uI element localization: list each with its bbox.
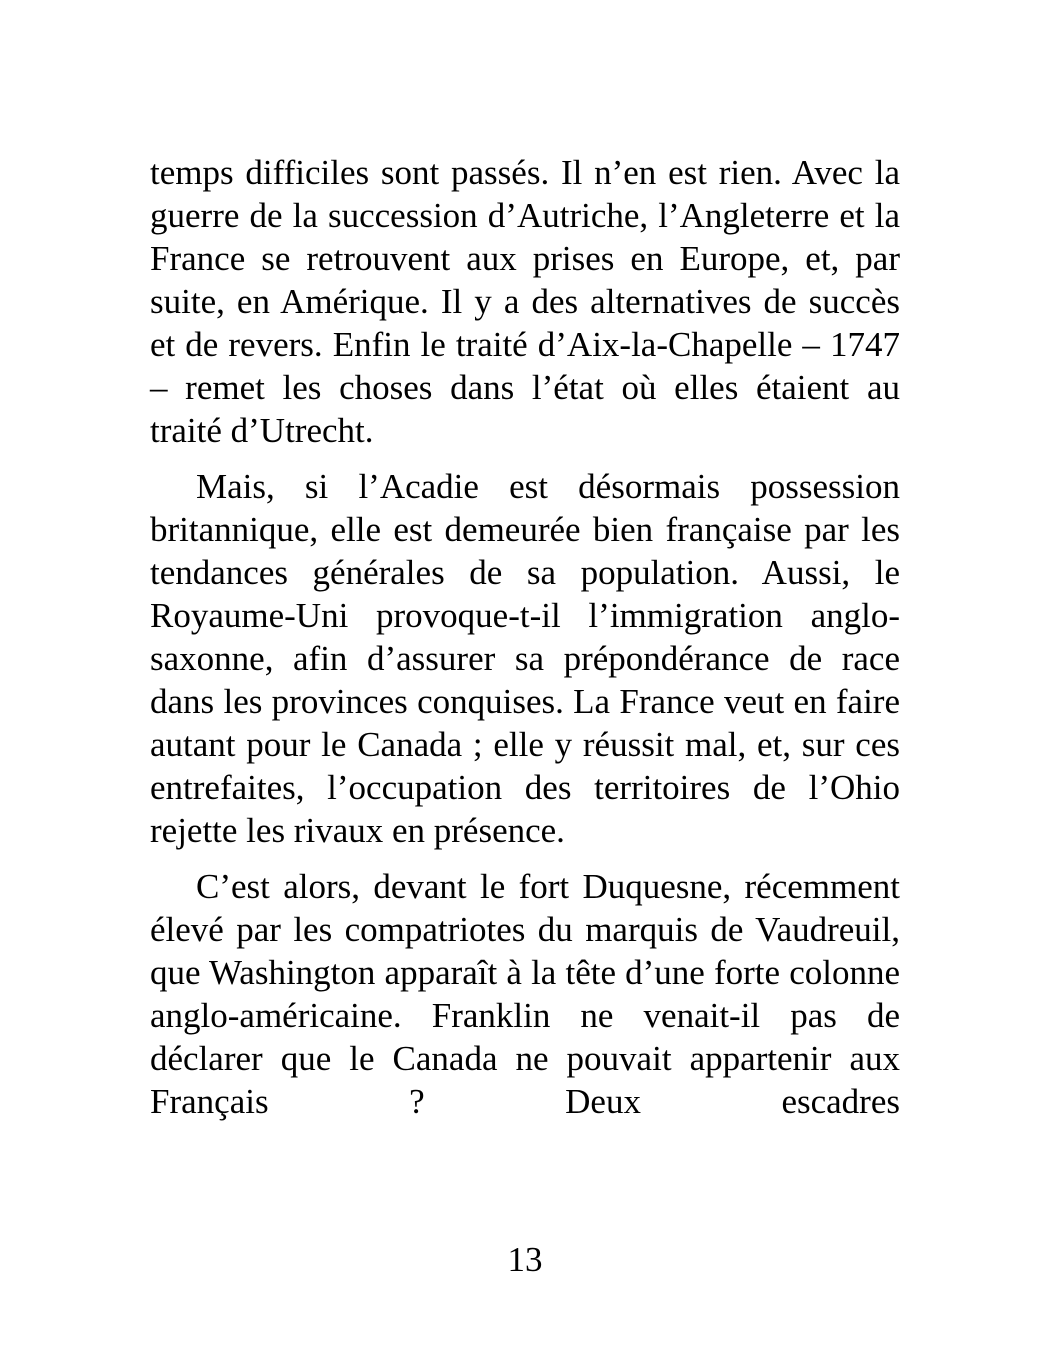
page-number: 13 <box>507 1240 543 1279</box>
paragraph-3: C’est alors, devant le fort Duquesne, récemment élevé par les compatriotes du marquis de Vaudreuil, que Washington apparaît à la tête d’une forte colonne anglo-américaine. Franklin ne venait-il pas de déclarer que le Canada ne pouvait appartenir aux Français ? Deux escadres <box>150 867 900 1121</box>
paragraph-2: Mais, si l’Acadie est désormais possession britannique, elle est demeurée bien française par les tendances générales de sa population. Aussi, le Royaume-Uni provoque-t-il l’immigration anglo-saxonne, afin d’assurer sa prépondérance de race dans les provinces conquises. La France veut en faire autant pour le Canada ; elle y réussit mal, et, sur ces entrefaites, l’occupation des territoires de l’Ohio rejette les rivaux en présence. <box>150 467 900 850</box>
paragraph-1: temps difficiles sont passés. Il n’en est rien. Avec la guerre de la succession d’Autriche, l’Angleterre et la France se retrouvent aux prises en Europe, et, par suite, en Amérique. Il y a des alternatives de succès et de revers. Enfin le traité d’Aix-la-Chapelle – 1747 – remet les choses dans l’état où elles étaient au traité d’Utrecht. <box>150 153 900 450</box>
page-body <box>150 151 900 1136</box>
